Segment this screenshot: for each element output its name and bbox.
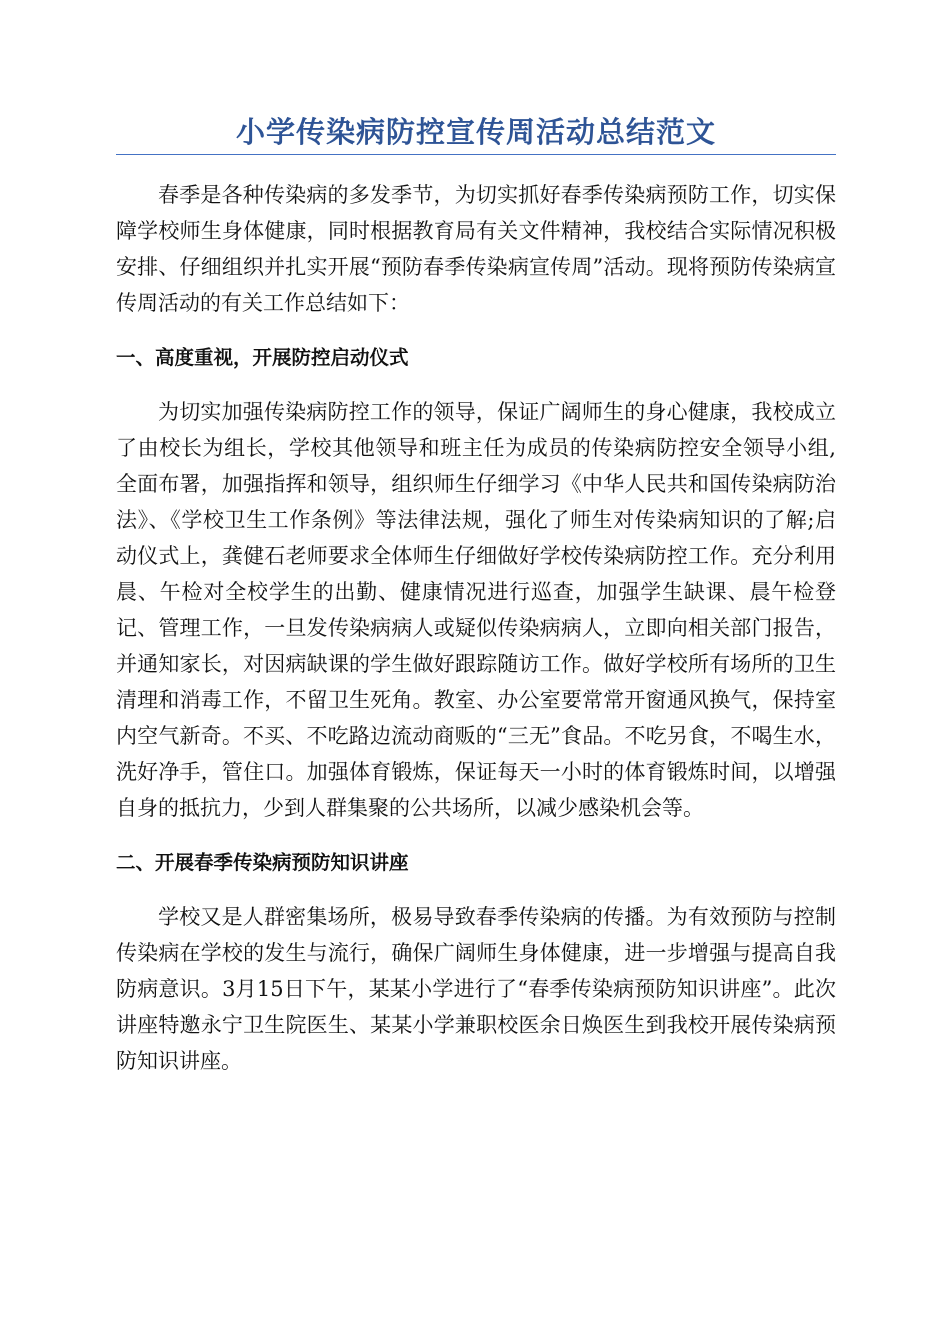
section-2-paragraph: 学校又是人群密集场所，极易导致春季传染病的传播。为有效预防与控制传染病在学校的发生与流行，确保广阔师生身体健康，进一步增强与提高自我防病意识。3月15日下午，某某小学进行了“春季传染病预防知识讲座”。此次讲座特邀永宁卫生院医生、某某小学兼职校医余日焕医生到我校开展传染病预防知识讲座。: [116, 905, 836, 1073]
section-1-heading: 一、高度重视，开展防控启动仪式: [116, 346, 409, 369]
intro-paragraph: 春季是各种传染病的多发季节，为切实抓好春季传染病预防工作，切实保障学校师生身体健康，同时根据教育局有关文件精神，我校结合实际情况积极安排、仔细组织并扎实开展“预防春季传染病宣传周”活动。现将预防传染病宣传周活动的有关工作总结如下：: [116, 183, 836, 315]
document-page: [116, 112, 836, 1079]
document-title: 小学传染病防控宣传周活动总结范文: [235, 115, 716, 149]
section-1-paragraph: 为切实加强传染病防控工作的领导，保证广阔师生的身心健康，我校成立了由校长为组长，学校其他领导和班主任为成员的传染病防控安全领导小组,全面布署，加强指挥和领导，组织师生仔细学习《中华人民共和国传染病防治法》、《学校卫生工作条例》等法律法规，强化了师生对传染病知识的了解;启动仪式上，龚健石老师要求全体师生仔细做好学校传染病防控工作。充分利用晨、午检对全校学生的出勤、健康情况进行巡查，加强学生缺课、晨午检登记、管理工作，一旦发传染病病人或疑似传染病病人，立即向相关部门报告，并通知家长，对因病缺课的学生做好跟踪随访工作。做好学校所有场所的卫生清理和消毒工作，不留卫生死角。教室、办公室要常常开窗通风换气，保持室内空气新奇。不买、不吃路边流动商贩的“三无”食品。不吃另食，不喝生水，洗好净手，管住口。加强体育锻炼，保证每天一小时的体育锻炼时间，以增强自身的抵抗力，少到人群集聚的公共场所，以减少感染机会等。: [116, 400, 836, 820]
title-underline: [116, 154, 836, 155]
section-2-heading: 二、开展春季传染病预防知识讲座: [116, 851, 409, 874]
